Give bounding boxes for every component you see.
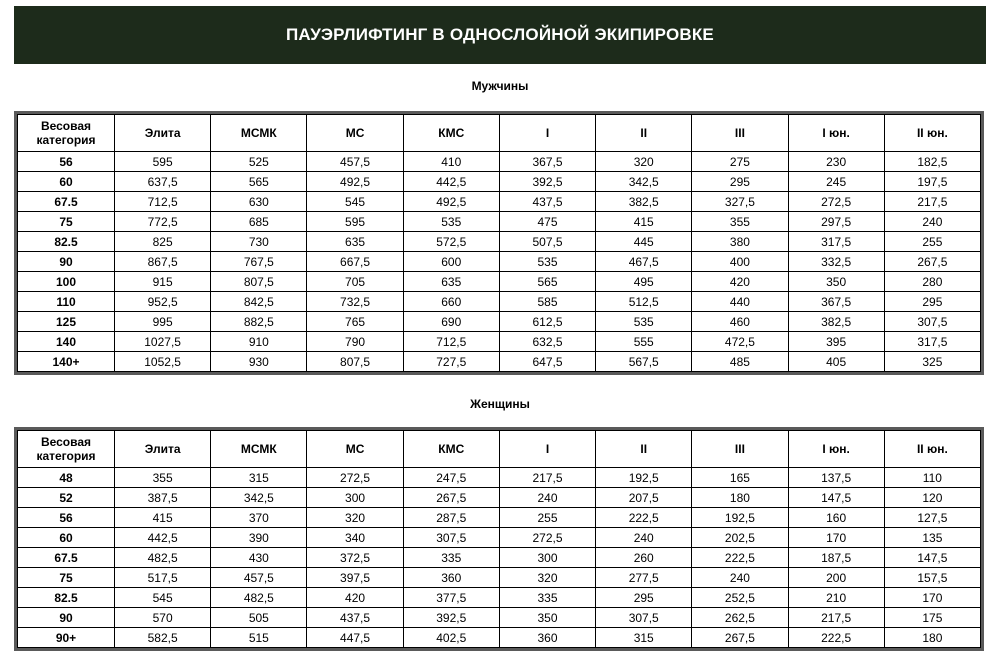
value-cell: 370: [211, 508, 307, 528]
value-cell: 175: [884, 608, 980, 628]
weight-category-cell: 82.5: [18, 588, 115, 608]
col-header: МСМК: [211, 431, 307, 468]
value-cell: 377,5: [403, 588, 499, 608]
value-cell: 272,5: [307, 468, 403, 488]
value-cell: 170: [788, 528, 884, 548]
col-header: III: [692, 115, 788, 152]
value-cell: 767,5: [211, 252, 307, 272]
men-header-row: [18, 115, 981, 152]
weight-category-cell: 48: [18, 468, 115, 488]
value-cell: 930: [211, 352, 307, 372]
table-row: [18, 252, 981, 272]
value-cell: 360: [499, 628, 595, 648]
value-cell: 277,5: [596, 568, 692, 588]
value-cell: 705: [307, 272, 403, 292]
women-table: [17, 430, 981, 648]
weight-category-cell: 125: [18, 312, 115, 332]
value-cell: 317,5: [884, 332, 980, 352]
value-cell: 335: [403, 548, 499, 568]
value-cell: 240: [596, 528, 692, 548]
value-cell: 910: [211, 332, 307, 352]
value-cell: 567,5: [596, 352, 692, 372]
value-cell: 327,5: [692, 192, 788, 212]
value-cell: 570: [115, 608, 211, 628]
value-cell: 415: [596, 212, 692, 232]
table-row: [18, 628, 981, 648]
value-cell: 300: [499, 548, 595, 568]
value-cell: 535: [596, 312, 692, 332]
value-cell: 240: [884, 212, 980, 232]
value-cell: 222,5: [692, 548, 788, 568]
value-cell: 367,5: [788, 292, 884, 312]
value-cell: 275: [692, 152, 788, 172]
value-cell: 415: [115, 508, 211, 528]
value-cell: 182,5: [884, 152, 980, 172]
value-cell: 667,5: [307, 252, 403, 272]
value-cell: 565: [211, 172, 307, 192]
col-header: КМС: [403, 431, 499, 468]
value-cell: 790: [307, 332, 403, 352]
weight-category-cell: 67.5: [18, 192, 115, 212]
table-row: [18, 352, 981, 372]
value-cell: 262,5: [692, 608, 788, 628]
value-cell: 295: [884, 292, 980, 312]
value-cell: 807,5: [211, 272, 307, 292]
value-cell: 585: [499, 292, 595, 312]
women-header-row: [18, 431, 981, 468]
value-cell: 307,5: [403, 528, 499, 548]
value-cell: 430: [211, 548, 307, 568]
value-cell: 457,5: [307, 152, 403, 172]
value-cell: 217,5: [788, 608, 884, 628]
value-cell: 525: [211, 152, 307, 172]
value-cell: 320: [596, 152, 692, 172]
value-cell: 335: [499, 588, 595, 608]
value-cell: 712,5: [403, 332, 499, 352]
value-cell: 267,5: [403, 488, 499, 508]
value-cell: 637,5: [115, 172, 211, 192]
value-cell: 230: [788, 152, 884, 172]
table-row: [18, 568, 981, 588]
weight-category-cell: 82.5: [18, 232, 115, 252]
value-cell: 200: [788, 568, 884, 588]
value-cell: 482,5: [115, 548, 211, 568]
value-cell: 712,5: [115, 192, 211, 212]
value-cell: 485: [692, 352, 788, 372]
value-cell: 445: [596, 232, 692, 252]
men-table-frame: [14, 111, 984, 375]
value-cell: 952,5: [115, 292, 211, 312]
value-cell: 342,5: [211, 488, 307, 508]
value-cell: 807,5: [307, 352, 403, 372]
value-cell: 157,5: [884, 568, 980, 588]
value-cell: 372,5: [307, 548, 403, 568]
value-cell: 355: [692, 212, 788, 232]
value-cell: 187,5: [788, 548, 884, 568]
value-cell: 545: [115, 588, 211, 608]
table-row: [18, 272, 981, 292]
value-cell: 1027,5: [115, 332, 211, 352]
table-row: [18, 608, 981, 628]
value-cell: 397,5: [307, 568, 403, 588]
value-cell: 350: [788, 272, 884, 292]
value-cell: 915: [115, 272, 211, 292]
value-cell: 297,5: [788, 212, 884, 232]
title-banner: [14, 6, 986, 64]
weight-category-cell: 140: [18, 332, 115, 352]
value-cell: 535: [499, 252, 595, 272]
value-cell: 505: [211, 608, 307, 628]
value-cell: 765: [307, 312, 403, 332]
value-cell: 730: [211, 232, 307, 252]
value-cell: 447,5: [307, 628, 403, 648]
table-row: [18, 548, 981, 568]
col-header: МС: [307, 115, 403, 152]
value-cell: 482,5: [211, 588, 307, 608]
value-cell: 595: [115, 152, 211, 172]
value-cell: 382,5: [596, 192, 692, 212]
table-row: [18, 508, 981, 528]
table-row: [18, 212, 981, 232]
table-row: [18, 488, 981, 508]
value-cell: 442,5: [403, 172, 499, 192]
value-cell: 410: [403, 152, 499, 172]
value-cell: 300: [307, 488, 403, 508]
value-cell: 340: [307, 528, 403, 548]
value-cell: 260: [596, 548, 692, 568]
page-title: ПАУЭРЛИФТИНГ В ОДНОСЛОЙНОЙ ЭКИПИРОВКЕ: [286, 25, 714, 44]
value-cell: 402,5: [403, 628, 499, 648]
table-row: [18, 192, 981, 212]
value-cell: 255: [499, 508, 595, 528]
value-cell: 572,5: [403, 232, 499, 252]
col-header: МСМК: [211, 115, 307, 152]
value-cell: 405: [788, 352, 884, 372]
value-cell: 280: [884, 272, 980, 292]
col-header: Весовая категория: [18, 431, 115, 468]
value-cell: 772,5: [115, 212, 211, 232]
value-cell: 360: [403, 568, 499, 588]
value-cell: 127,5: [884, 508, 980, 528]
value-cell: 355: [115, 468, 211, 488]
value-cell: 247,5: [403, 468, 499, 488]
table-row: [18, 292, 981, 312]
value-cell: 825: [115, 232, 211, 252]
value-cell: 882,5: [211, 312, 307, 332]
value-cell: 252,5: [692, 588, 788, 608]
value-cell: 685: [211, 212, 307, 232]
col-header: III: [692, 431, 788, 468]
weight-category-cell: 56: [18, 152, 115, 172]
value-cell: 240: [692, 568, 788, 588]
col-header: II юн.: [884, 115, 980, 152]
value-cell: 137,5: [788, 468, 884, 488]
women-table-frame: [14, 427, 984, 651]
weight-category-cell: 140+: [18, 352, 115, 372]
value-cell: 267,5: [884, 252, 980, 272]
value-cell: 120: [884, 488, 980, 508]
value-cell: 400: [692, 252, 788, 272]
value-cell: 472,5: [692, 332, 788, 352]
col-header: КМС: [403, 115, 499, 152]
value-cell: 732,5: [307, 292, 403, 312]
value-cell: 287,5: [403, 508, 499, 528]
table-row: [18, 468, 981, 488]
value-cell: 207,5: [596, 488, 692, 508]
value-cell: 315: [211, 468, 307, 488]
value-cell: 420: [307, 588, 403, 608]
weight-category-cell: 56: [18, 508, 115, 528]
table-row: [18, 172, 981, 192]
men-table: [17, 114, 981, 372]
value-cell: 165: [692, 468, 788, 488]
value-cell: 272,5: [499, 528, 595, 548]
value-cell: 222,5: [788, 628, 884, 648]
value-cell: 395: [788, 332, 884, 352]
value-cell: 492,5: [403, 192, 499, 212]
col-header: II: [596, 115, 692, 152]
value-cell: 192,5: [692, 508, 788, 528]
value-cell: 475: [499, 212, 595, 232]
value-cell: 387,5: [115, 488, 211, 508]
value-cell: 690: [403, 312, 499, 332]
weight-category-cell: 52: [18, 488, 115, 508]
women-heading: Женщины: [470, 397, 530, 411]
value-cell: 180: [692, 488, 788, 508]
value-cell: 600: [403, 252, 499, 272]
value-cell: 110: [884, 468, 980, 488]
value-cell: 632,5: [499, 332, 595, 352]
col-header: Элита: [115, 431, 211, 468]
value-cell: 660: [403, 292, 499, 312]
value-cell: 565: [499, 272, 595, 292]
value-cell: 457,5: [211, 568, 307, 588]
value-cell: 467,5: [596, 252, 692, 272]
value-cell: 315: [596, 628, 692, 648]
value-cell: 272,5: [788, 192, 884, 212]
value-cell: 380: [692, 232, 788, 252]
value-cell: 217,5: [884, 192, 980, 212]
value-cell: 307,5: [596, 608, 692, 628]
col-header: I юн.: [788, 115, 884, 152]
value-cell: 582,5: [115, 628, 211, 648]
value-cell: 197,5: [884, 172, 980, 192]
value-cell: 170: [884, 588, 980, 608]
col-header: I: [499, 431, 595, 468]
col-header: Элита: [115, 115, 211, 152]
value-cell: 307,5: [884, 312, 980, 332]
value-cell: 842,5: [211, 292, 307, 312]
value-cell: 332,5: [788, 252, 884, 272]
weight-category-cell: 75: [18, 568, 115, 588]
weight-category-cell: 110: [18, 292, 115, 312]
men-heading: Мужчины: [471, 79, 529, 93]
value-cell: 217,5: [499, 468, 595, 488]
weight-category-cell: 75: [18, 212, 115, 232]
value-cell: 222,5: [596, 508, 692, 528]
value-cell: 442,5: [115, 528, 211, 548]
value-cell: 295: [596, 588, 692, 608]
value-cell: 325: [884, 352, 980, 372]
table-row: [18, 588, 981, 608]
value-cell: 647,5: [499, 352, 595, 372]
value-cell: 160: [788, 508, 884, 528]
value-cell: 420: [692, 272, 788, 292]
table-row: [18, 232, 981, 252]
value-cell: 630: [211, 192, 307, 212]
value-cell: 545: [307, 192, 403, 212]
value-cell: 350: [499, 608, 595, 628]
weight-category-cell: 90: [18, 608, 115, 628]
value-cell: 460: [692, 312, 788, 332]
value-cell: 867,5: [115, 252, 211, 272]
value-cell: 202,5: [692, 528, 788, 548]
value-cell: 367,5: [499, 152, 595, 172]
value-cell: 382,5: [788, 312, 884, 332]
col-header: I юн.: [788, 431, 884, 468]
col-header: II юн.: [884, 431, 980, 468]
value-cell: 535: [403, 212, 499, 232]
value-cell: 147,5: [788, 488, 884, 508]
value-cell: 180: [884, 628, 980, 648]
value-cell: 507,5: [499, 232, 595, 252]
value-cell: 295: [692, 172, 788, 192]
col-header: II: [596, 431, 692, 468]
value-cell: 320: [307, 508, 403, 528]
value-cell: 995: [115, 312, 211, 332]
weight-category-cell: 67.5: [18, 548, 115, 568]
value-cell: 492,5: [307, 172, 403, 192]
value-cell: 245: [788, 172, 884, 192]
value-cell: 727,5: [403, 352, 499, 372]
value-cell: 495: [596, 272, 692, 292]
value-cell: 320: [499, 568, 595, 588]
table-row: [18, 332, 981, 352]
table-row: [18, 528, 981, 548]
value-cell: 437,5: [499, 192, 595, 212]
value-cell: 392,5: [403, 608, 499, 628]
weight-category-cell: 100: [18, 272, 115, 292]
value-cell: 392,5: [499, 172, 595, 192]
value-cell: 255: [884, 232, 980, 252]
value-cell: 390: [211, 528, 307, 548]
weight-category-cell: 60: [18, 172, 115, 192]
value-cell: 240: [499, 488, 595, 508]
col-header: I: [499, 115, 595, 152]
value-cell: 210: [788, 588, 884, 608]
value-cell: 555: [596, 332, 692, 352]
table-row: [18, 152, 981, 172]
weight-category-cell: 90+: [18, 628, 115, 648]
table-row: [18, 312, 981, 332]
value-cell: 612,5: [499, 312, 595, 332]
value-cell: 1052,5: [115, 352, 211, 372]
weight-category-cell: 90: [18, 252, 115, 272]
value-cell: 515: [211, 628, 307, 648]
value-cell: 595: [307, 212, 403, 232]
col-header: МС: [307, 431, 403, 468]
value-cell: 517,5: [115, 568, 211, 588]
weight-category-cell: 60: [18, 528, 115, 548]
value-cell: 192,5: [596, 468, 692, 488]
value-cell: 317,5: [788, 232, 884, 252]
value-cell: 635: [307, 232, 403, 252]
value-cell: 512,5: [596, 292, 692, 312]
value-cell: 440: [692, 292, 788, 312]
value-cell: 135: [884, 528, 980, 548]
value-cell: 147,5: [884, 548, 980, 568]
col-header: Весовая категория: [18, 115, 115, 152]
value-cell: 267,5: [692, 628, 788, 648]
value-cell: 342,5: [596, 172, 692, 192]
value-cell: 635: [403, 272, 499, 292]
value-cell: 437,5: [307, 608, 403, 628]
